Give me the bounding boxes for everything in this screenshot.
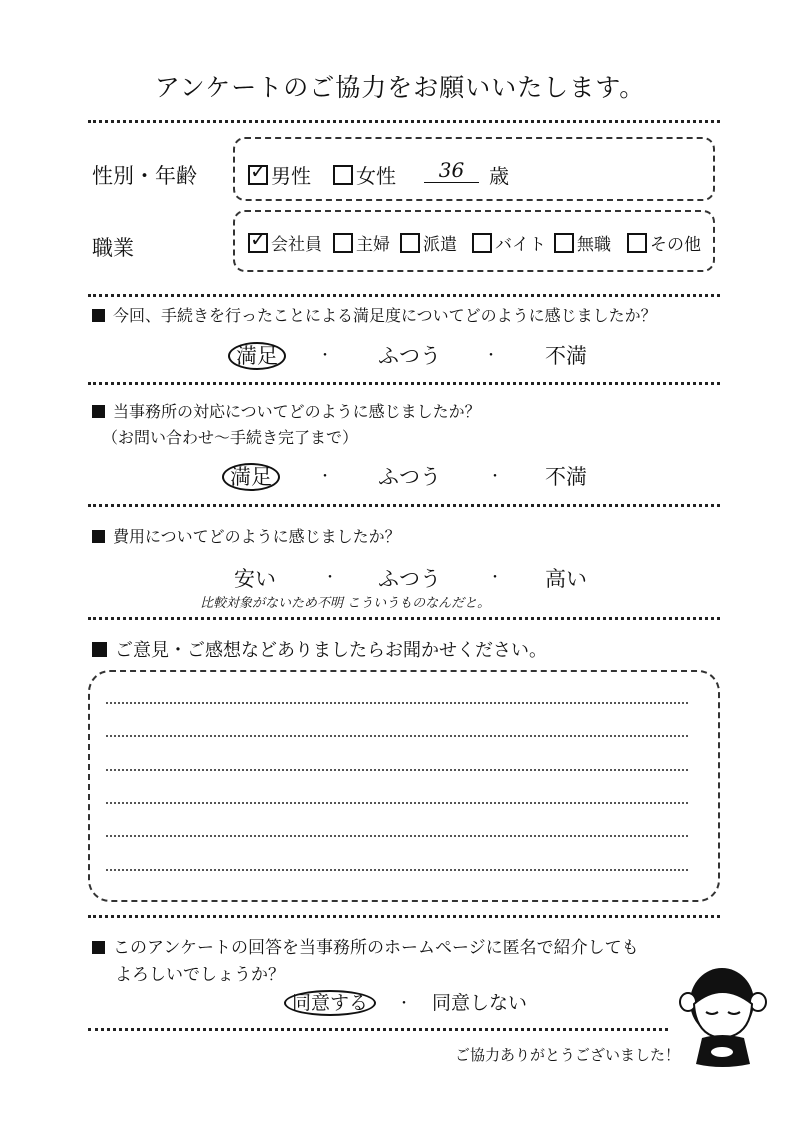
square-bullet-icon: [92, 642, 107, 657]
q2-option-satisfied[interactable]: [222, 461, 280, 491]
occupation-label: 職業: [92, 236, 134, 260]
male-label: 男性: [271, 164, 311, 188]
divider: [88, 120, 720, 123]
female-label: 女性: [356, 164, 396, 188]
question-2-subtext: （お問い合わせ〜手続き完了まで）: [102, 428, 359, 447]
occupation-other[interactable]: [627, 230, 701, 255]
female-checkbox[interactable]: [333, 165, 353, 185]
q2-option-neutral[interactable]: ふつう: [378, 465, 441, 489]
female-option[interactable]: [333, 160, 396, 189]
square-bullet-icon: [92, 309, 105, 322]
occupation-company-employee[interactable]: [248, 230, 322, 255]
question-1: [92, 303, 657, 326]
question-2-text: 当事務所の対応についてどのように感じましたか？: [113, 402, 481, 421]
divider: [88, 617, 720, 620]
q2-option-dissatisfied[interactable]: 不満: [545, 465, 587, 489]
q3-option-cheap[interactable]: 安い: [234, 567, 276, 591]
divider: [88, 1028, 668, 1031]
separator: ・: [323, 570, 337, 586]
occupation-housewife[interactable]: [333, 230, 390, 255]
square-bullet-icon: [92, 530, 105, 543]
separator: ・: [484, 348, 498, 364]
q3-option-neutral[interactable]: ふつう: [378, 567, 441, 591]
separator: ・: [397, 996, 411, 1012]
comment-line: [106, 769, 688, 771]
question-3-text: 費用についてどのように感じましたか？: [113, 527, 401, 546]
part-time-checkbox[interactable]: [472, 233, 492, 253]
housewife-checkbox[interactable]: [333, 233, 353, 253]
comment-line: [106, 869, 688, 871]
q5-agree-label: 同意する: [284, 990, 376, 1016]
q5-option-disagree[interactable]: 同意しない: [432, 992, 528, 1014]
square-bullet-icon: [92, 941, 105, 954]
q2-satisfied-label: 満足: [222, 463, 280, 491]
q3-option-expensive[interactable]: 高い: [545, 567, 587, 591]
temp-staff-checkbox[interactable]: [400, 233, 420, 253]
mascot-icon: [676, 960, 776, 1070]
footer-thanks: ご協力ありがとうございました！: [455, 1046, 681, 1064]
occupation-option-label: その他: [650, 235, 701, 255]
male-checkbox[interactable]: [248, 165, 268, 185]
square-bullet-icon: [92, 405, 105, 418]
occupation-unemployed[interactable]: [554, 230, 611, 255]
occupation-option-label: 無職: [577, 235, 611, 255]
question-4: [92, 636, 547, 662]
q5-option-agree[interactable]: [284, 988, 376, 1015]
page-title: アンケートのご協力をお願いいたします。: [154, 73, 646, 102]
occupation-temp-staff[interactable]: [400, 230, 457, 255]
divider: [88, 504, 720, 507]
question-5-text: このアンケートの回答を当事務所のホームページに匿名で紹介しても: [113, 938, 639, 958]
occupation-option-label: 派遣: [423, 235, 457, 255]
q1-option-satisfied[interactable]: [228, 340, 286, 370]
age-unit: 歳: [489, 164, 509, 188]
occupation-part-time[interactable]: [472, 230, 546, 255]
q1-option-dissatisfied[interactable]: 不満: [545, 344, 587, 368]
separator: ・: [488, 570, 502, 586]
gender-age-label: 性別・年齢: [92, 164, 197, 188]
separator: ・: [488, 469, 502, 485]
male-option[interactable]: [248, 160, 311, 189]
comment-line: [106, 835, 688, 837]
q1-option-neutral[interactable]: ふつう: [378, 344, 441, 368]
other-checkbox[interactable]: [627, 233, 647, 253]
occupation-option-label: 主婦: [356, 235, 390, 255]
comment-line: [106, 735, 688, 737]
question-3: [92, 524, 401, 547]
divider: [88, 915, 720, 918]
divider: [88, 382, 720, 385]
separator: ・: [318, 348, 332, 364]
question-5: [92, 933, 639, 958]
separator: ・: [318, 469, 332, 485]
comment-line: [106, 702, 688, 704]
unemployed-checkbox[interactable]: [554, 233, 574, 253]
age-field[interactable]: 36: [424, 158, 479, 183]
occupation-option-label: バイト: [495, 235, 546, 255]
question-2: [92, 399, 481, 422]
comment-line: [106, 802, 688, 804]
handwritten-note: 比較対象がないため不明 こういうものなんだと。: [200, 596, 491, 611]
question-1-text: 今回、手続きを行ったことによる満足度についてどのように感じましたか？: [113, 306, 657, 325]
company-employee-checkbox[interactable]: [248, 233, 268, 253]
question-5-text-2: よろしいでしょうか？: [115, 965, 285, 985]
question-4-text: ご意見・ご感想などありましたらお聞かせください。: [115, 640, 547, 661]
divider: [88, 294, 720, 297]
q1-satisfied-label: 満足: [228, 342, 286, 370]
comment-box[interactable]: [88, 670, 720, 902]
occupation-option-label: 会社員: [271, 235, 322, 255]
